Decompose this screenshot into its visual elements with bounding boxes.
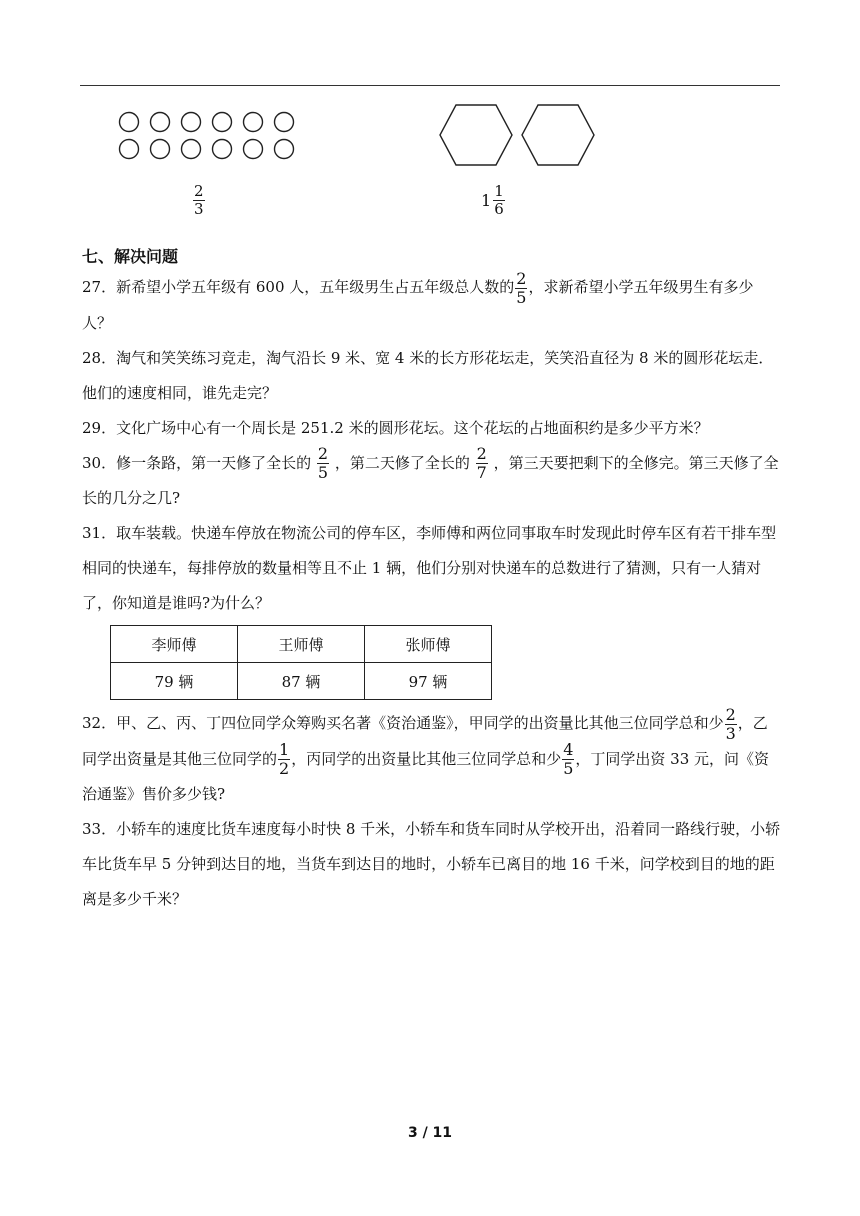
table-header-cell: 李师傅 [111,626,238,663]
table-header-cell: 王师傅 [238,626,365,663]
circle-fraction-label: $\frac{2}{3}$ [194,182,204,218]
question-33: 33．小轿车的速度比货车速度每小时快 8 千米，小轿车和货车同时从学校开出，沿着同一路线行驶，小轿车比货车早 5 分钟到达目的地，当货车到达目的地时，小轿车已离目的地 16 千米，问学校到目的地的距离是多少千米？ [82,820,781,908]
question-28: 28．淘气和笑笑练习竞走，淘气沿长 9 米、宽 4 米的长方形花坛走，笑笑沿直径为 8 米的圆形花坛走．他们的速度相同，谁先走完？ [82,348,774,402]
question-29: 29．文化广场中心有一个周长是 251.2 米的圆形花坛。这个花坛的占地面积约是多少平方米？ [82,418,709,437]
question-list [82,270,782,917]
header-rule [80,85,780,86]
table-cell: 87 辆 [238,663,365,700]
table-cell: 79 辆 [111,663,238,700]
question-27: 27．新希望小学五年级有 600 人，五年级男生占五年级总人数的 $\frac{2}{5}$ ，求新希望小学五年级男生有多少人？ [82,268,754,332]
table-row [111,663,492,700]
question-30: 30．修一条路，第一天修了全长的 $\frac{2}{5}$ ，第二天修了全长的 $\frac{2}{7}$ ，第三天要把剩下的全修完。第三天修了全长的几分之几? [82,444,779,507]
page-number: 3 / 11 [407,1125,453,1141]
table-cell: 97 辆 [365,663,492,700]
guess-table [110,625,492,700]
section-heading: 七、解决问题 [82,247,179,266]
circle-group-figure [118,111,298,163]
question-31: 31．取车装载。快递车停放在物流公司的停车区，李师傅和两位同事取车时发现此时停车区有若干排车型相同的快递车，每排停放的数量相等且不止 1 辆，他们分别对快递车的总数进行了猜测，只有一人猜对了，你知道是谁吗?为什么？ [82,524,777,612]
hexagon-group-figure [438,104,598,170]
hexagon-mixed-number-label: 1 $\frac{1}{6}$ [481,182,504,218]
table-row [111,626,492,663]
question-32: 32．甲、乙、丙、丁四位同学众筹购买名著《资治通鉴》，甲同学的出资量比其他三位同学总和少 $\frac{2}{3}$ ，乙同学出资量是其他三位同学的 $\frac{1}{2}$ ，丙同学的出资量比其他三位同学总和少 $\frac{4}{5}$ ，丁同学出资 33 元，问《资治通鉴》售价多少钱? [82,704,770,803]
table-header-cell: 张师傅 [365,626,492,663]
